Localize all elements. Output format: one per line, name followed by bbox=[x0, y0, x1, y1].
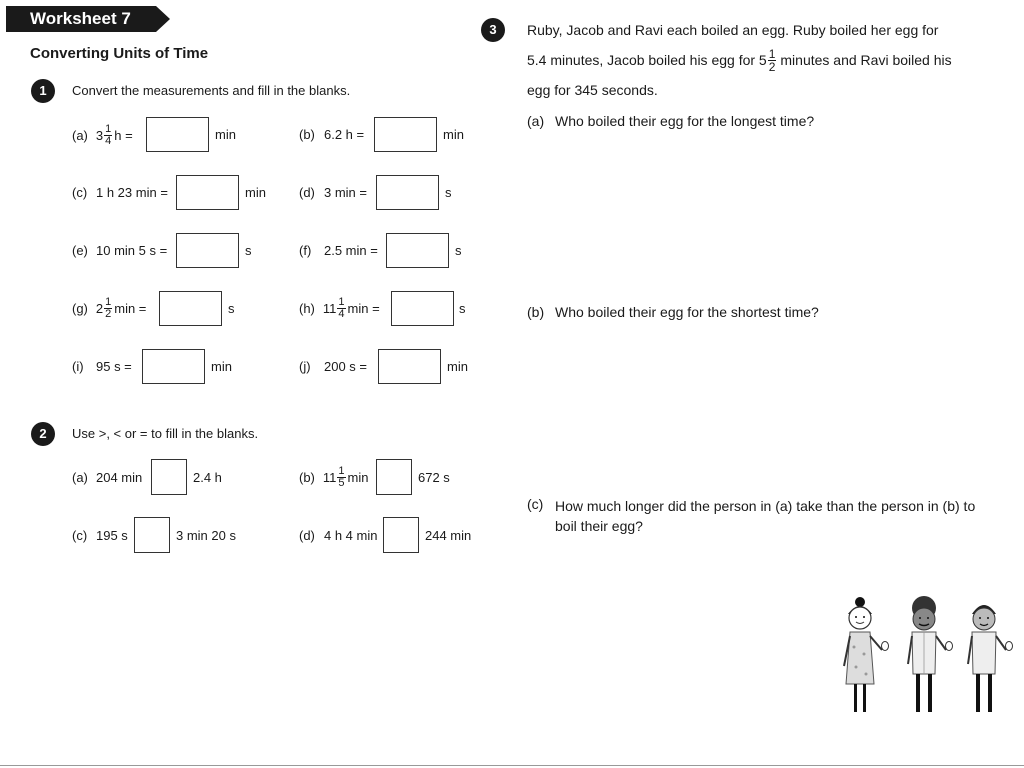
q2-c-right: 3 min 20 s bbox=[176, 528, 236, 543]
q1-h-answer-box[interactable] bbox=[391, 291, 454, 326]
q1-f-label: (f) bbox=[299, 243, 312, 258]
q1-h-fraction: $\frac{1}{4}$ bbox=[338, 295, 345, 320]
q1-g-fraction: $\frac{1}{2}$ bbox=[105, 295, 112, 320]
q2-d-compare-box[interactable] bbox=[383, 517, 419, 553]
egg-icon bbox=[1006, 642, 1013, 651]
q1-a-fraction: $\frac{1}{4}$ bbox=[105, 122, 112, 147]
q1-b-unit: min bbox=[443, 127, 464, 142]
q2-c-compare-box[interactable] bbox=[134, 517, 170, 553]
worksheet-tab bbox=[6, 6, 156, 32]
q2-b-label: (b) bbox=[299, 469, 315, 485]
q1-e-answer-box[interactable] bbox=[176, 233, 239, 268]
q3-line-2-post: minutes and Ravi boiled his bbox=[780, 52, 952, 68]
q1-c-answer-box[interactable] bbox=[176, 175, 239, 210]
q1-j-answer-box[interactable] bbox=[378, 349, 441, 384]
q1-a-whole: 3 bbox=[95, 127, 104, 143]
egg-icon bbox=[946, 642, 953, 651]
ruby-figure bbox=[844, 597, 889, 712]
q1-c-lhs: 1 h 23 min = bbox=[96, 185, 168, 200]
egg-icon bbox=[882, 642, 889, 651]
q3-part-c-label: (c) bbox=[527, 496, 544, 512]
q1-d-lhs: 3 min = bbox=[324, 185, 367, 200]
question-1-instruction: Convert the measurements and fill in the blanks. bbox=[72, 83, 351, 98]
q1-i-lhs: 95 s = bbox=[96, 359, 132, 374]
page-subtitle: Converting Units of Time bbox=[30, 45, 209, 62]
q2-a-left: 204 min bbox=[96, 470, 143, 485]
question-2-instruction: Use >, < or = to fill in the blanks. bbox=[72, 426, 259, 441]
question-2-badge: 2 bbox=[31, 422, 55, 446]
q2-b-fraction: $\frac{1}{5}$ bbox=[338, 464, 345, 489]
q1-d-unit: s bbox=[445, 185, 452, 200]
q1-c-unit: min bbox=[245, 185, 266, 200]
q3-part-a-question: Who boiled their egg for the longest time? bbox=[555, 113, 815, 129]
q3-part-b-question: Who boiled their egg for the shortest time? bbox=[555, 304, 819, 320]
children-illustration bbox=[836, 592, 1016, 718]
q1-e-unit: s bbox=[245, 243, 252, 258]
q1-h-label: (h) bbox=[299, 300, 315, 316]
q1-h-lhs-unit: min = bbox=[347, 300, 380, 316]
jacob-figure bbox=[908, 596, 953, 712]
q1-g-unit: s bbox=[228, 301, 235, 316]
q1-j-unit: min bbox=[447, 359, 468, 374]
q1-d-answer-box[interactable] bbox=[376, 175, 439, 210]
ravi-figure bbox=[968, 605, 1013, 712]
q1-a-lhs-unit: h = bbox=[114, 127, 133, 143]
q3-part-c-line-2: boil their egg? bbox=[555, 518, 643, 534]
q1-c-label: (c) bbox=[72, 185, 88, 200]
q2-c-label: (c) bbox=[72, 528, 88, 543]
q1-e-lhs: 10 min 5 s = bbox=[96, 243, 168, 258]
q2-b-compare-box[interactable] bbox=[376, 459, 412, 495]
q1-h-whole: 11 bbox=[322, 300, 337, 316]
worksheet-title: Worksheet 7 bbox=[30, 9, 131, 28]
q1-h-unit: s bbox=[459, 301, 466, 316]
q3-part-b-label: (b) bbox=[527, 304, 545, 320]
q3-part-c-line-1: How much longer did the person in (a) take than the person in (b) to bbox=[555, 498, 976, 514]
q1-i-unit: min bbox=[211, 359, 232, 374]
q1-d-label: (d) bbox=[299, 185, 315, 200]
q1-a-answer-box[interactable] bbox=[146, 117, 209, 152]
q1-g-answer-box[interactable] bbox=[159, 291, 222, 326]
q3-line-2-pre: 5.4 minutes, Jacob boiled his egg for 5 bbox=[527, 52, 767, 68]
q3-line-1: Ruby, Jacob and Ravi each boiled an egg. Ruby boiled her egg for bbox=[527, 22, 939, 38]
q1-i-label: (i) bbox=[72, 359, 84, 374]
q1-g-lhs-unit: min = bbox=[114, 300, 147, 316]
question-1-badge: 1 bbox=[31, 79, 55, 103]
q3-line-3: egg for 345 seconds. bbox=[527, 82, 658, 98]
q3-part-a-label: (a) bbox=[527, 113, 545, 129]
q1-a-unit: min bbox=[215, 127, 236, 142]
q1-j-label: (j) bbox=[299, 359, 311, 374]
q1-e-label: (e) bbox=[72, 243, 88, 258]
q2-d-label: (d) bbox=[299, 528, 315, 543]
q2-d-right: 244 min bbox=[425, 528, 472, 543]
q2-b-right: 672 s bbox=[418, 470, 450, 485]
page-bottom-border bbox=[0, 765, 1024, 766]
q2-b-left-unit: min bbox=[347, 469, 369, 485]
q3-part-c-question bbox=[555, 496, 975, 536]
q1-f-lhs: 2.5 min = bbox=[324, 243, 378, 258]
q2-item-b bbox=[299, 462, 368, 492]
q2-a-compare-box[interactable] bbox=[151, 459, 187, 495]
q2-a-right: 2.4 h bbox=[193, 470, 222, 485]
q1-f-unit: s bbox=[455, 243, 462, 258]
q1-item-g bbox=[72, 293, 146, 323]
q2-a-label: (a) bbox=[72, 470, 88, 485]
worksheet-tab-arrow bbox=[156, 6, 170, 32]
q1-g-label: (g) bbox=[72, 300, 88, 316]
q1-f-answer-box[interactable] bbox=[386, 233, 449, 268]
q2-c-left: 195 s bbox=[96, 528, 128, 543]
q1-b-label: (b) bbox=[299, 127, 315, 142]
q3-line-2 bbox=[527, 45, 952, 75]
q1-g-whole: 2 bbox=[95, 300, 104, 316]
q3-fraction: $\frac{1}{2}$ bbox=[768, 46, 776, 74]
question-3-badge: 3 bbox=[481, 18, 505, 42]
q2-b-whole: 11 bbox=[322, 469, 337, 485]
q1-item-a bbox=[72, 120, 133, 150]
q1-i-answer-box[interactable] bbox=[142, 349, 205, 384]
q1-b-lhs: 6.2 h = bbox=[324, 127, 365, 142]
q1-j-lhs: 200 s = bbox=[324, 359, 368, 374]
q2-d-left: 4 h 4 min bbox=[324, 528, 378, 543]
q1-item-h bbox=[299, 293, 380, 323]
q1-b-answer-box[interactable] bbox=[374, 117, 437, 152]
q1-a-label: (a) bbox=[72, 127, 88, 143]
